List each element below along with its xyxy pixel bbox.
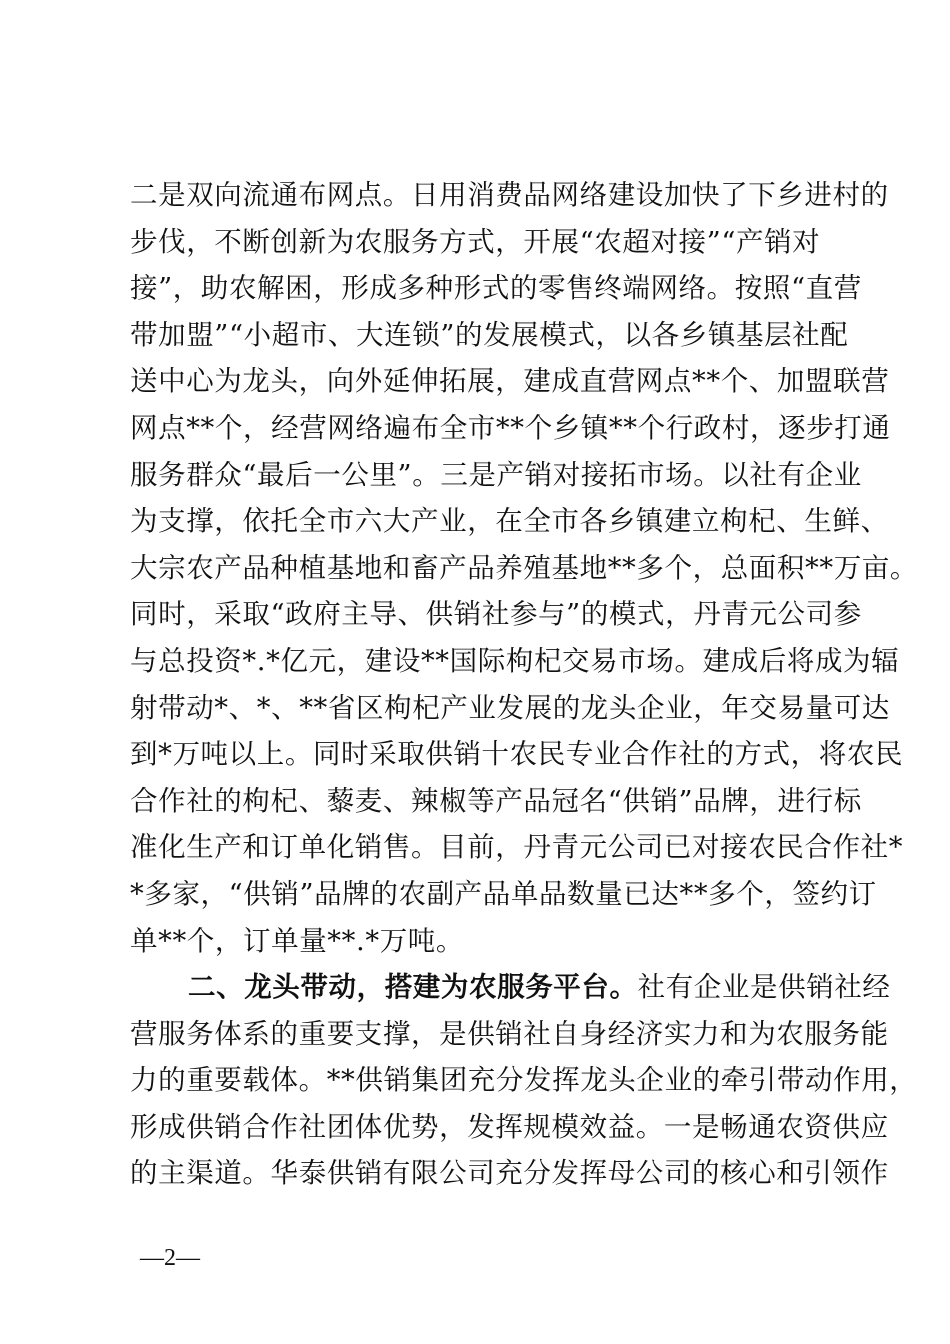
text-line: 带加盟”“小超市、大连锁”的发展模式，以各乡镇基层社配 [130,318,849,351]
text-line: 步伐，不断创新为农服务方式，开展“农超对接”“产销对 [130,225,821,258]
text-line: 二是双向流通布网点。日用消费品网络建设加快了下乡进村的 [130,179,889,211]
section-heading: 二、龙头带动，搭建为农服务平台。 [188,971,638,1004]
text-line: 服务群众“最后一公里”。三是产销对接拓市场。以社有企业 [130,458,862,491]
paragraph-1 [130,172,918,964]
text-line: 送中心为龙头，向外延伸拓展，建成直营网点**个、加盟联营 [130,365,890,398]
text-line: 营服务体系的重要支撑，是供销社自身经济实力和为农服务能 [130,1017,889,1050]
page-number: —2— [140,1245,200,1271]
text-line: 射带动*、*、**省区枸杞产业发展的龙头企业，年交易量可达 [130,691,890,724]
text-line: 的主渠道。华泰供销有限公司充分发挥母公司的核心和引领作 [130,1157,889,1190]
text-line: 为支撑，依托全市六大产业，在全市各乡镇建立枸杞、生鲜、 [130,505,889,538]
text-line: 合作社的枸杞、藜麦、辣椒等产品冠名“供销”品牌，进行标 [130,784,862,817]
text-line: 与总投资*.*亿元，建设**国际枸杞交易市场。建成后将成为辐 [130,644,900,677]
text-line: 形成供销合作社团体优势，发挥规模效益。一是畅通农资供应 [130,1110,889,1143]
section-heading-line [130,964,891,1011]
text-line: 网点**个，经营网络遍布全市**个乡镇**个行政村，逐步打通 [130,411,891,444]
text-line: *多家，“供销”品牌的农副产品单品数量已达**多个，签约订 [130,877,877,910]
text-line: 接”，助农解困，形成多种形式的零售终端网络。按照“直营 [130,272,862,305]
text-line: 同时，采取“政府主导、供销社参与”的模式，丹青元公司参 [130,598,862,631]
heading-continuation: 社有企业是供销社经 [637,971,891,1004]
body-text [130,172,918,1197]
text-line: 力的重要载体。**供销集团充分发挥龙头企业的牵引带动作用， [130,1064,918,1097]
text-line: 到*万吨以上。同时采取供销十农民专业合作社的方式，将农民 [130,738,904,771]
text-line: 准化生产和订单化销售。目前，丹青元公司已对接农民合作社* [130,831,904,864]
text-line: 大宗农产品种植基地和畜产品养殖基地**多个，总面积**万亩。 [130,551,918,584]
text-line: 单**个，订单量**.*万吨。 [130,924,464,957]
paragraph-2 [130,1011,918,1197]
